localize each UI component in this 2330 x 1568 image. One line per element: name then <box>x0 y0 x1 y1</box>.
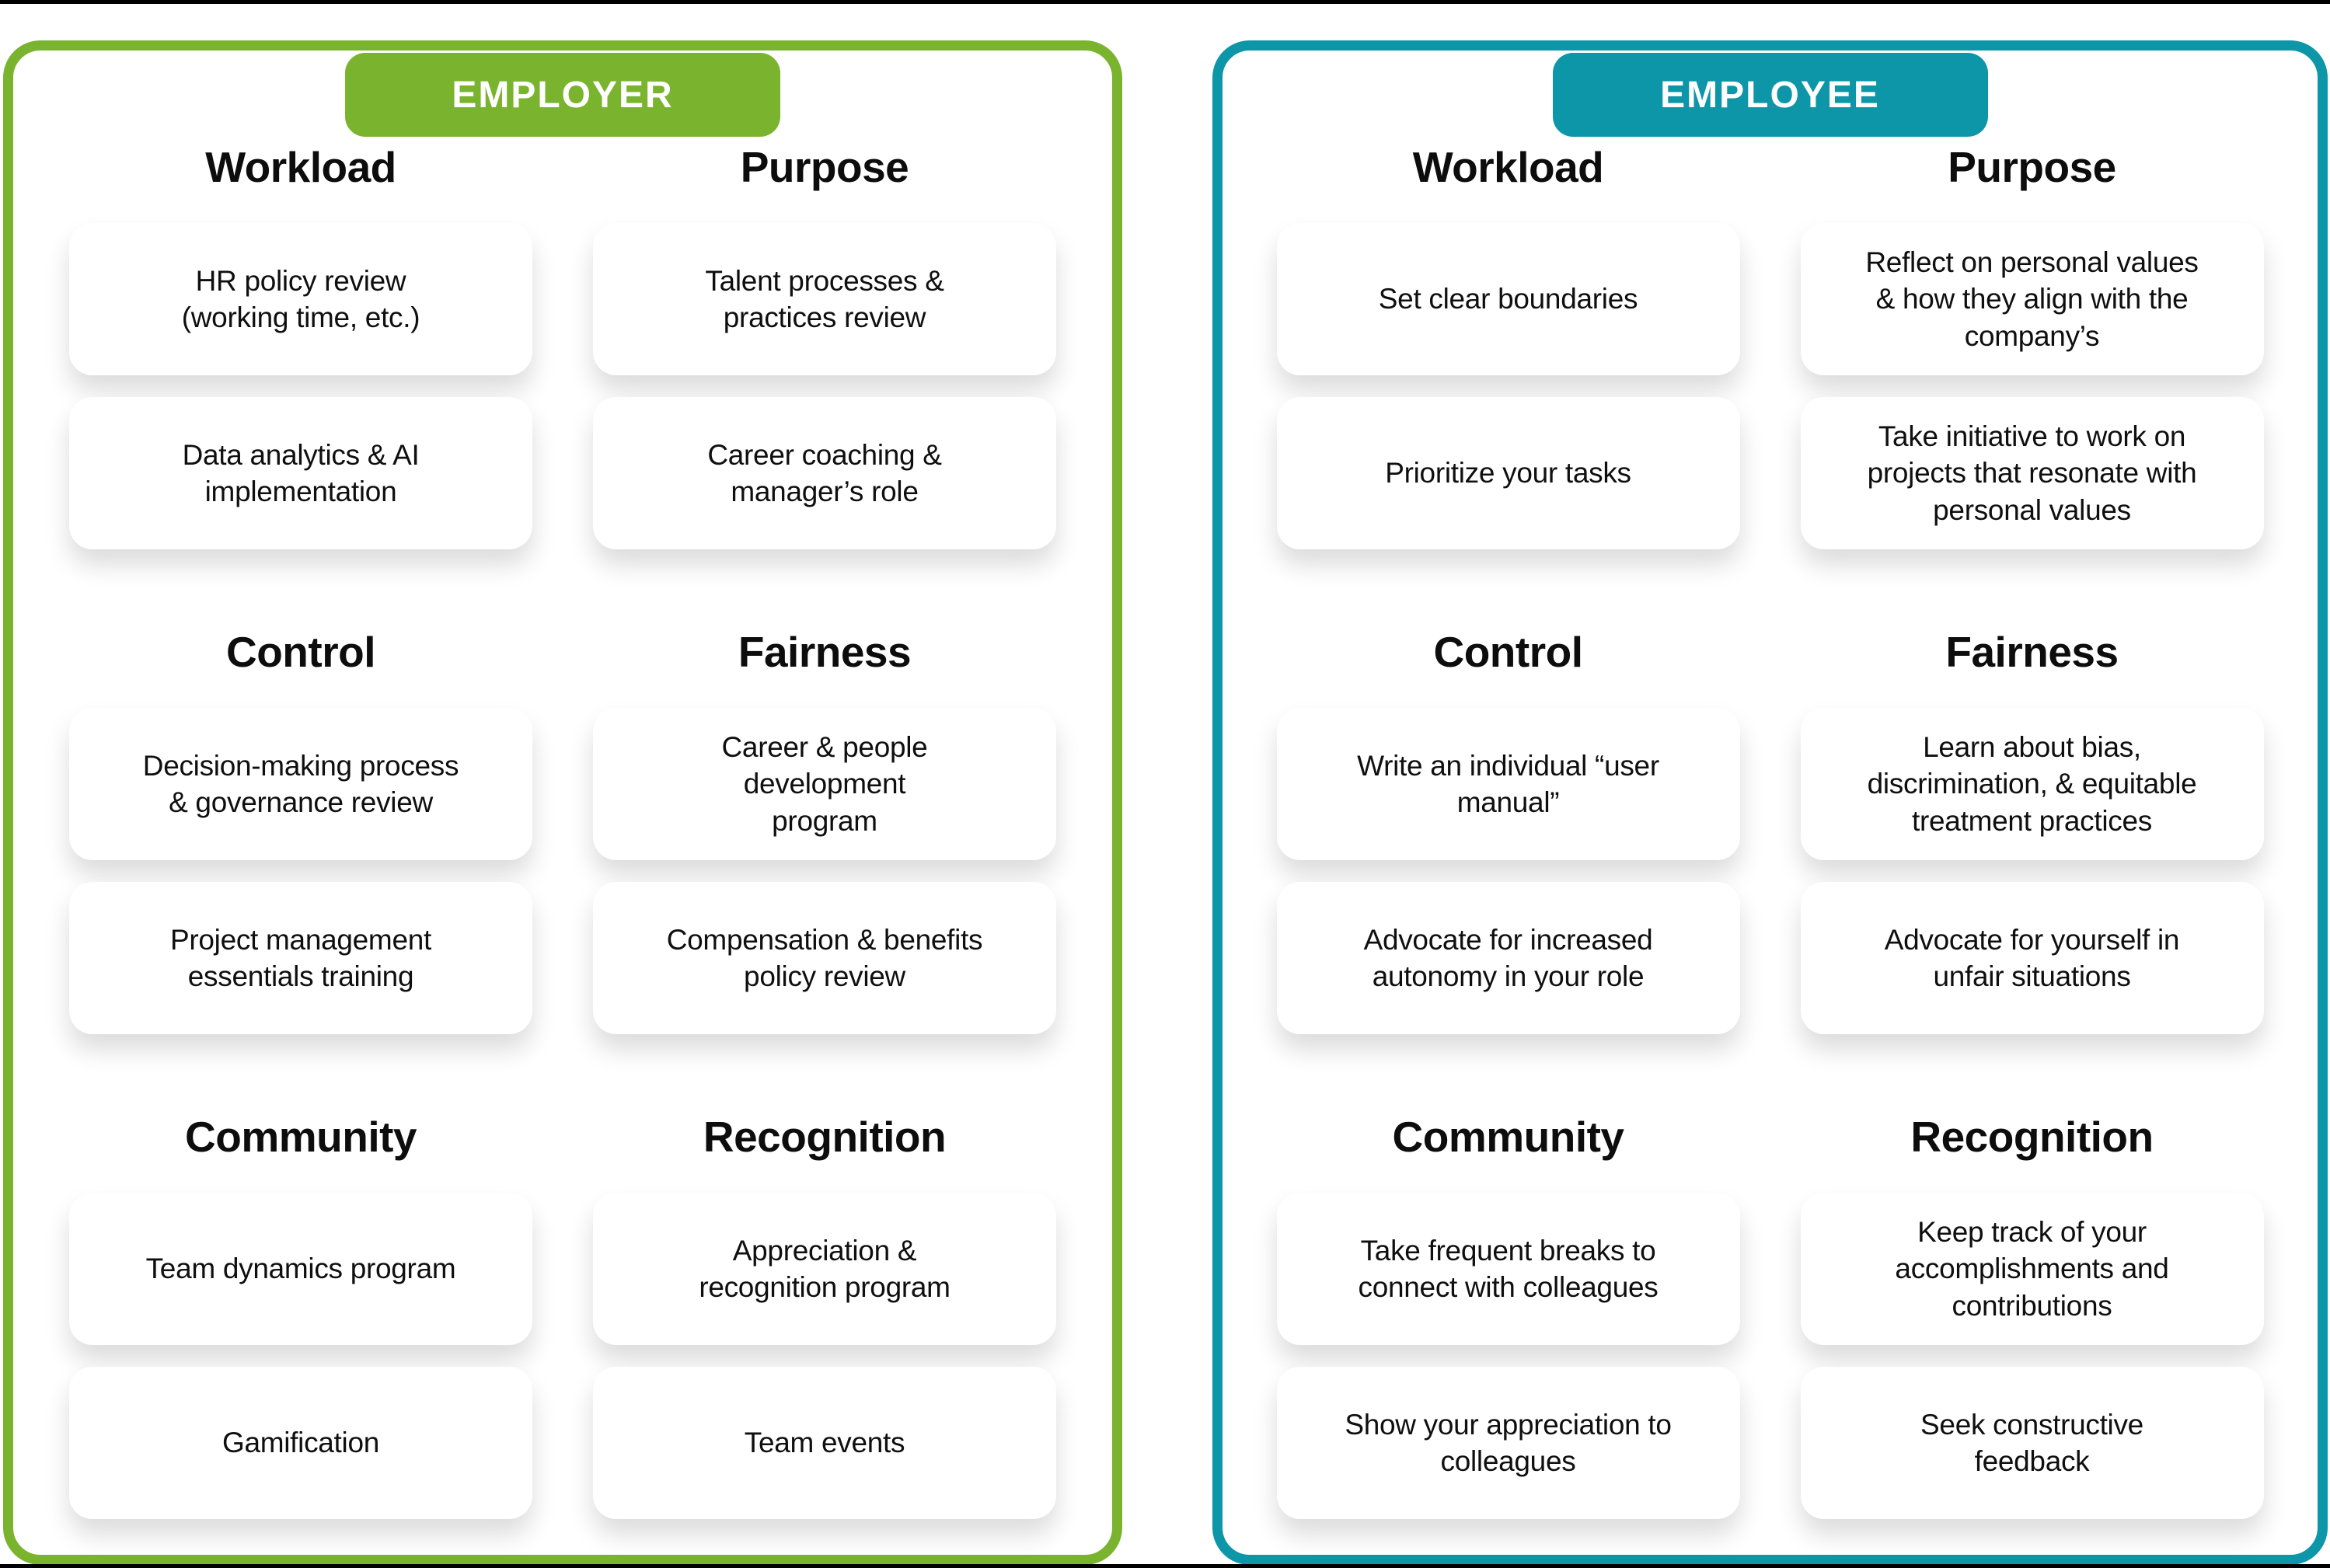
action-card-text: Seek constructive feedback <box>1920 1408 2143 1477</box>
action-card <box>1801 1193 2264 1345</box>
category-title: Purpose <box>740 143 909 191</box>
action-card-text: Write an individual “user manual” <box>1357 749 1659 818</box>
employee-category-control <box>1277 627 1740 1056</box>
employer-panel <box>3 40 1122 1565</box>
action-card <box>593 397 1056 549</box>
action-card-text: Gamification <box>221 1427 380 1459</box>
employee-category-purpose <box>1801 142 2264 571</box>
action-card-text: Reflect on personal values & how they align with the company’s <box>1865 246 2199 352</box>
action-card <box>593 223 1056 375</box>
employer-row-1 <box>69 142 1056 571</box>
employer-category-purpose <box>593 142 1056 571</box>
action-card <box>1801 223 2264 375</box>
employee-row-3 <box>1277 1112 2264 1541</box>
category-title: Purpose <box>1948 143 2116 191</box>
action-card <box>593 1367 1056 1519</box>
category-title: Workload <box>205 143 396 191</box>
action-card-text: Talent processes & practices review <box>705 264 944 333</box>
action-card-text: Take initiative to work on projects that resonate with personal values <box>1867 420 2197 526</box>
action-card <box>1277 1367 1740 1519</box>
action-card <box>593 1193 1056 1345</box>
action-card-text: Show your appreciation to colleagues <box>1345 1408 1672 1477</box>
action-card-text: Team events <box>744 1427 905 1459</box>
employer-panel-body <box>13 51 1112 1555</box>
action-card <box>1277 708 1740 860</box>
employee-category-workload <box>1277 142 1740 571</box>
action-card <box>1801 397 2264 549</box>
category-title: Community <box>185 1113 417 1161</box>
employer-tab: EMPLOYER <box>345 53 780 137</box>
action-card <box>1277 1193 1740 1345</box>
action-card <box>1277 223 1740 375</box>
category-title: Control <box>225 628 375 676</box>
category-title: Workload <box>1412 143 1604 191</box>
action-card-text: Decision-making process & governance review <box>142 749 459 818</box>
action-card <box>1277 882 1740 1034</box>
action-card-text: HR policy review (working time, etc.) <box>181 264 420 333</box>
action-card <box>593 882 1056 1034</box>
category-title: Community <box>1392 1113 1624 1161</box>
action-card-text: Compensation & benefits policy review <box>666 923 983 992</box>
action-card-text: Career coaching & manager’s role <box>707 438 942 507</box>
bottom-edge-line <box>0 1564 2330 1568</box>
employer-category-fairness <box>593 627 1056 1056</box>
action-card-text: Advocate for yourself in unfair situations <box>1884 923 2180 992</box>
action-card <box>69 223 532 375</box>
action-card-text: Learn about bias, discrimination, & equitable treatment practices <box>1867 730 2197 837</box>
category-title: Fairness <box>738 628 912 676</box>
action-card <box>69 708 532 860</box>
action-card-text: Take frequent breaks to connect with colleagues <box>1358 1234 1659 1303</box>
action-card <box>69 1193 532 1345</box>
action-card <box>1801 708 2264 860</box>
employee-category-fairness <box>1801 627 2264 1056</box>
action-card <box>1801 882 2264 1034</box>
employee-row-1 <box>1277 142 2264 571</box>
action-card-text: Set clear boundaries <box>1378 283 1638 315</box>
action-card <box>69 882 532 1034</box>
employer-category-control <box>69 627 532 1056</box>
action-card <box>69 397 532 549</box>
action-card <box>593 708 1056 860</box>
action-card-text: Career & people development program <box>721 730 928 837</box>
employer-category-workload <box>69 142 532 571</box>
action-card <box>69 1367 532 1519</box>
action-card-text: Project management essentials training <box>169 923 431 992</box>
action-card-text: Keep track of your accomplishments and contributions <box>1895 1215 2169 1322</box>
employee-panel <box>1212 40 2328 1565</box>
category-title: Recognition <box>703 1113 947 1161</box>
employee-row-2 <box>1277 627 2264 1056</box>
employer-row-3 <box>69 1112 1056 1541</box>
category-title: Recognition <box>1910 1113 2154 1161</box>
employer-row-2 <box>69 627 1056 1056</box>
action-card <box>1277 397 1740 549</box>
top-edge-line <box>0 0 2330 4</box>
employer-category-recognition <box>593 1112 1056 1541</box>
action-card-text: Prioritize your tasks <box>1385 457 1631 490</box>
action-card-text: Advocate for increased autonomy in your role <box>1363 923 1653 992</box>
action-card-text: Data analytics & AI implementation <box>182 438 420 507</box>
employee-tab: EMPLOYEE <box>1553 53 1988 137</box>
employee-category-community <box>1277 1112 1740 1541</box>
employer-category-community <box>69 1112 532 1541</box>
action-card <box>1801 1367 2264 1519</box>
category-title: Control <box>1433 628 1583 676</box>
action-card-text: Team dynamics program <box>145 1253 456 1285</box>
employee-category-recognition <box>1801 1112 2264 1541</box>
action-card-text: Appreciation & recognition program <box>699 1234 950 1303</box>
category-title: Fairness <box>1945 628 2119 676</box>
employee-panel-body <box>1223 51 2318 1555</box>
